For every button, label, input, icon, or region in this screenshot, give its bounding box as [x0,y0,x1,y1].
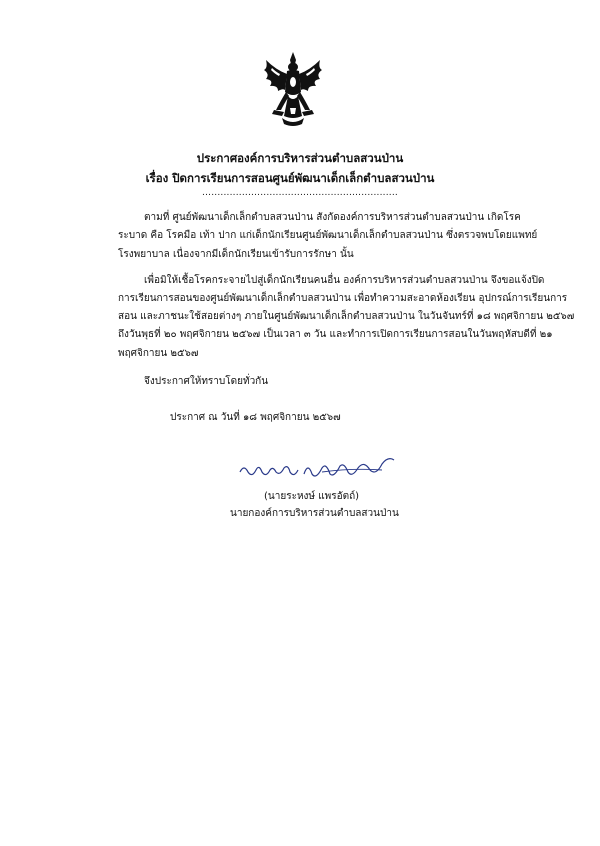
announce-date: ประกาศ ณ วันที่ ๑๘ พฤศจิกายน ๒๕๖๗ [170,412,341,423]
paragraph-2-line-1: เพื่อมิให้เชื้อโรคกระจายไปสู่เด็กนักเรียนคนอื่น องค์การบริหารส่วนตำบลสวนป่าน จึงขอแจ้งปิด [144,275,545,286]
paragraph-1-line-1: ตามที่ ศูนย์พัฒนาเด็กเล็กตำบลสวนป่าน สังกัดองค์การบริหารส่วนตำบลสวนป่าน เกิดโรค [144,212,521,223]
header-divider: ................................................................ [202,188,398,198]
announcement-title: ประกาศองค์การบริหารส่วนตำบลสวนป่าน [196,151,404,165]
garuda-emblem-icon [262,52,324,128]
signatory-name: (นายระหงษ์ แพรอัตถ์) [264,491,360,502]
paragraph-1-line-3: โรงพยาบาล เนื่องจากมีเด็กนักเรียนเข้ารับการรักษา นั้น [118,249,354,260]
paragraph-2-line-4: ถึงวันพุธที่ ๒๐ พฤศจิกายน ๒๕๖๗ เป็นเวลา ๓ วัน และทำการเปิดการเรียนการสอนในวันพฤหัสบดีที่ ๒๑ [118,329,553,340]
handwritten-signature [232,452,402,486]
paragraph-1-line-2: ระบาด คือ โรคมือ เท้า ปาก แก่เด็กนักเรียนศูนย์พัฒนาเด็กเล็กตำบลสวนป่าน ซึ่งตรวจพบโดยแพทย์ [118,230,538,241]
closing-line: จึงประกาศให้ทราบโดยทั่วกัน [144,376,269,387]
paragraph-2-line-5: พฤศจิกายน ๒๕๖๗ [118,348,199,359]
signatory-position: นายกองค์การบริหารส่วนตำบลสวนป่าน [230,508,399,519]
announcement-subject: เรื่อง ปิดการเรียนการสอนศูนย์พัฒนาเด็กเล็กตำบลสวนป่าน [145,171,435,185]
paragraph-2-line-2: การเรียนการสอนของศูนย์พัฒนาเด็กเล็กตำบลสวนป่าน เพื่อทำความสะอาดห้องเรียน อุปกรณ์การเรียนการ [118,293,568,304]
paragraph-2-line-3: สอน และภาชนะใช้สอยต่างๆ ภายในศูนย์พัฒนาเด็กเล็กตำบลสวนป่าน ในวันจันทร์ที่ ๑๘ พฤศจิกายน ๒๕๖๗ [118,311,575,322]
